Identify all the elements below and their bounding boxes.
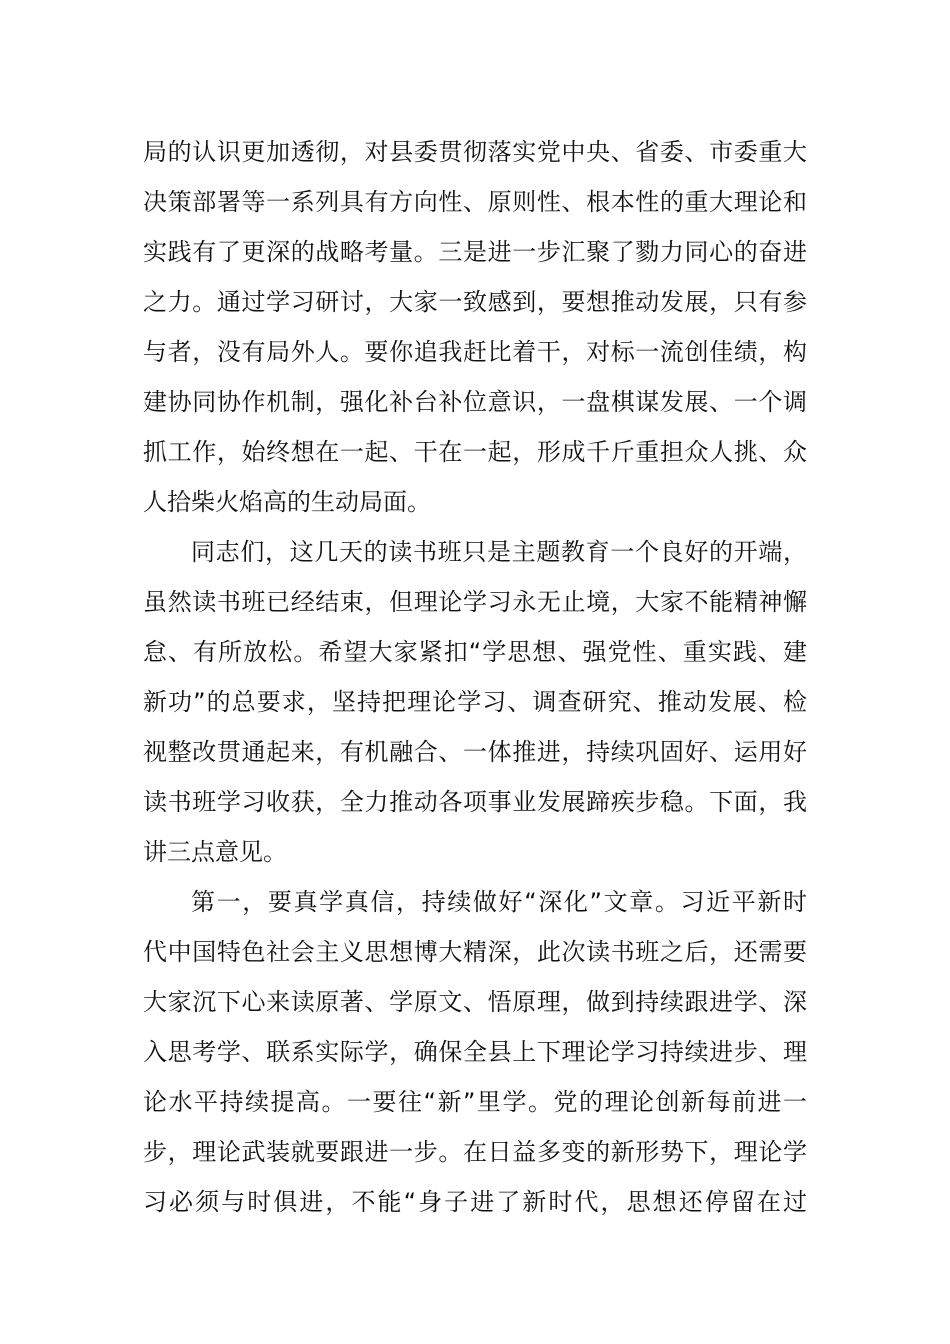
text-line: 入思考学、联系实际学，确保全县上下理论学习持续进步、理 [143, 1038, 807, 1066]
text-line: 讲三点意见。 [143, 838, 287, 866]
body-text [143, 127, 807, 1227]
text-line: 论水平持续提高。一要往“新”里学。党的理论创新每前进一 [143, 1088, 807, 1116]
text-line: 代中国特色社会主义思想博大精深，此次读书班之后，还需要 [143, 938, 807, 966]
text-line: 虽然读书班已经结束，但理论学习永无止境，大家不能精神懈 [143, 588, 807, 616]
text-line: 步，理论武装就要跟进一步。在日益多变的新形势下，理论学 [143, 1138, 807, 1166]
text-line: 大家沉下心来读原著、学原文、悟原理，做到持续跟进学、深 [143, 988, 807, 1016]
text-line: 决策部署等一系列具有方向性、原则性、根本性的重大理论和 [143, 188, 807, 216]
text-line: 视整改贯通起来，有机融合、一体推进，持续巩固好、运用好 [143, 738, 807, 766]
text-line: 与者，没有局外人。要你追我赶比着干，对标一流创佳绩，构 [143, 338, 807, 366]
text-line: 局的认识更加透彻，对县委贯彻落实党中央、省委、市委重大 [143, 138, 807, 166]
text-line: 抓工作，始终想在一起、干在一起，形成千斤重担众人挑、众 [143, 438, 807, 466]
text-line: 读书班学习收获，全力推动各项事业发展蹄疾步稳。下面，我 [143, 788, 807, 816]
text-line: 习必须与时俱进，不能“身子进了新时代，思想还停留在过 [143, 1188, 807, 1216]
text-line: 同志们，这几天的读书班只是主题教育一个良好的开端， [191, 538, 807, 566]
text-line: 人拾柴火焰高的生动局面。 [143, 488, 431, 516]
text-line: 实践有了更深的战略考量。三是进一步汇聚了勠力同心的奋进 [143, 238, 807, 266]
text-line: 怠、有所放松。希望大家紧扣“学思想、强党性、重实践、建 [143, 638, 807, 666]
text-line: 新功”的总要求，坚持把理论学习、调查研究、推动发展、检 [143, 688, 807, 716]
text-line: 之力。通过学习研讨，大家一致感到，要想推动发展，只有参 [143, 288, 807, 316]
text-line: 第一，要真学真信，持续做好“深化”文章。习近平新时 [191, 888, 807, 916]
text-line: 建协同协作机制，强化补台补位意识，一盘棋谋发展、一个调 [143, 388, 807, 416]
